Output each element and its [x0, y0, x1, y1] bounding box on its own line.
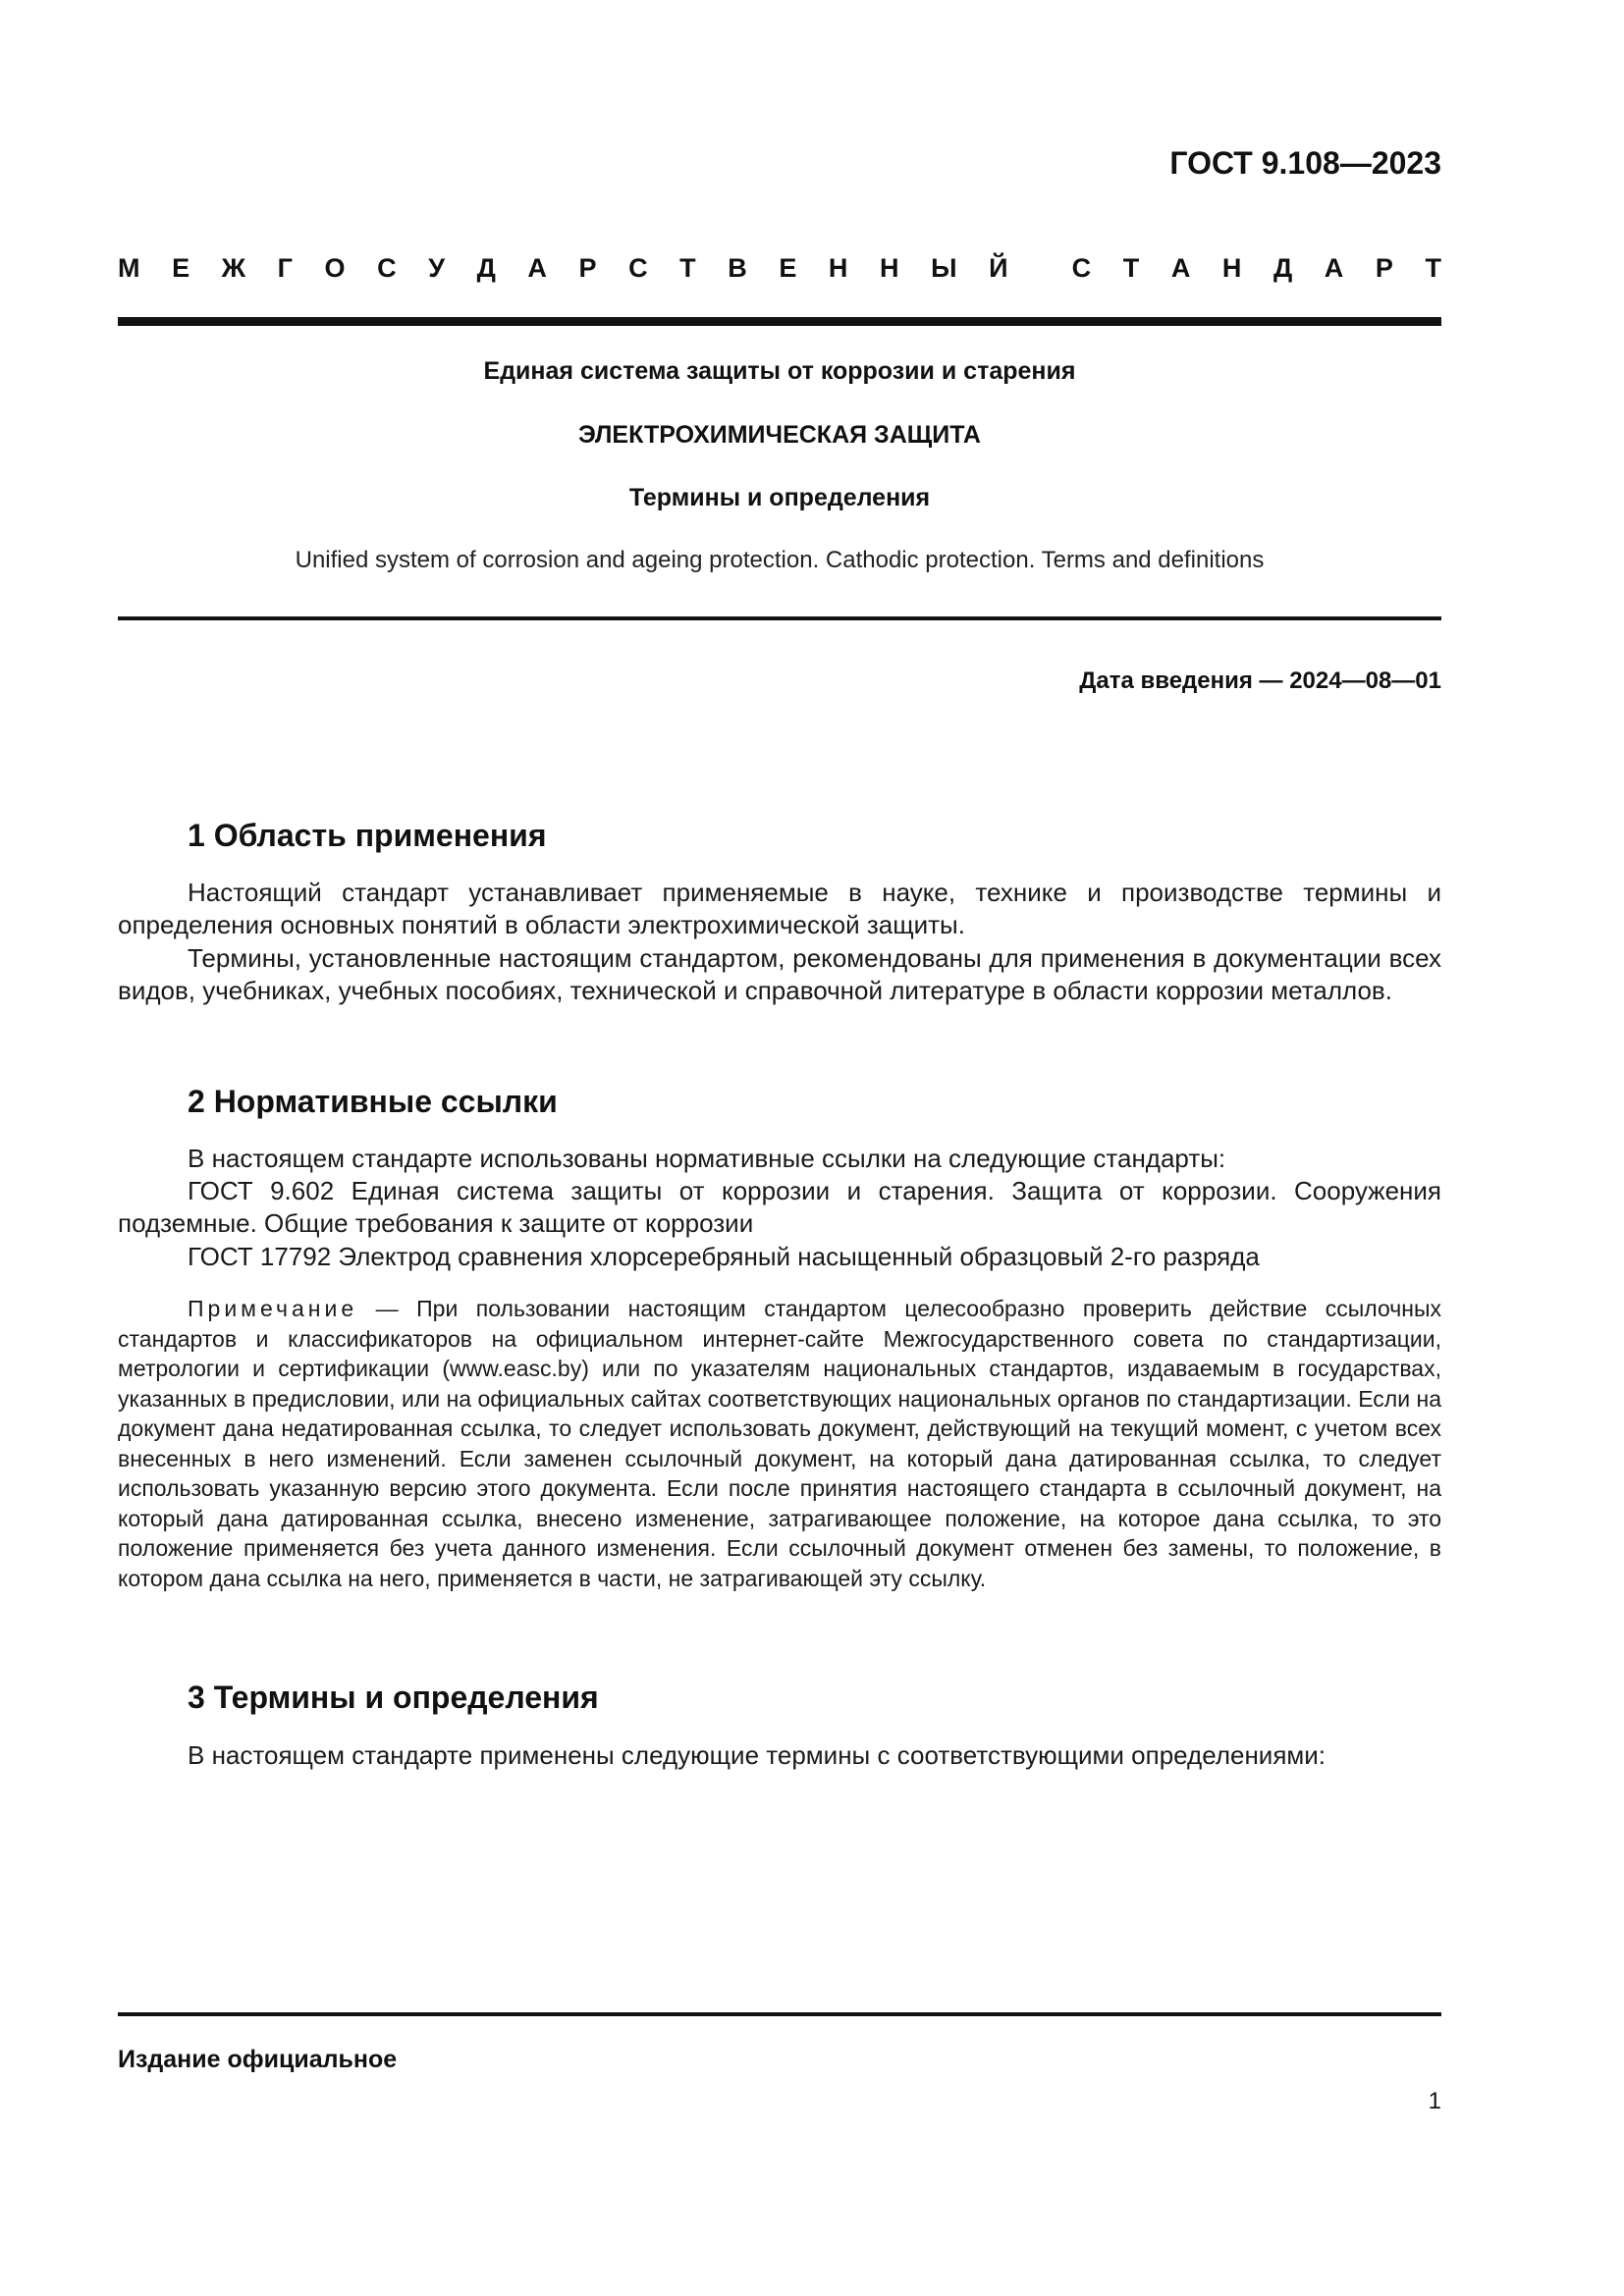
section-2-paragraph-1: В настоящем стандарте использованы нормативные ссылки на следующие стандарты: [188, 1144, 1226, 1173]
banner-letter: С [628, 253, 648, 283]
title-divider-rule [118, 616, 1441, 620]
banner-letter: Д [476, 253, 496, 283]
banner-letter: Д [1272, 253, 1293, 283]
section-3-paragraph-1: В настоящем стандарте применены следующие термины с соответствующими определениями: [188, 1740, 1326, 1770]
banner-letter: В [728, 253, 747, 283]
series-title: Единая система защиты от коррозии и старения [483, 357, 1076, 385]
section-3-heading: 3 Термины и определения [188, 1680, 599, 1715]
banner-letter: О [324, 253, 346, 283]
banner-letter: Й [989, 253, 1008, 283]
banner-letter: Т [679, 253, 696, 283]
document-title: ЭЛЕКТРОХИМИЧЕСКАЯ ЗАЩИТА [578, 421, 981, 449]
page-number: 1 [1428, 2088, 1441, 2114]
banner-letter: А [1324, 253, 1344, 283]
section-2-reference-gost-17792: ГОСТ 17792 Электрод сравнения хлорсеребряный насыщенный образцовый 2-го разряда [188, 1242, 1260, 1271]
banner-letter: Н [828, 253, 848, 283]
header-thick-rule [118, 317, 1441, 326]
introduction-date: Дата введения — 2024—08—01 [1079, 667, 1441, 694]
banner-letter: Т [1122, 253, 1140, 283]
banner-letter: Ж [221, 253, 246, 283]
note-text: — При пользовании настоящим стандартом целесообразно проверить действие ссылочных стандартов и классификаторов на официальном интернет-сайте Межгосударственного совета по стандартизации, метрологии и сертификации (www.easc.by) или по указателям национальных стандартов, издаваемым в государствах, указанных в предисловии, или на официальных сайтах соответствующих национальных органов по стандартизации. Если на документ дана недатированная ссылка, то следует использовать документ, действующий на текущий момент, с учетом всех внесенных в него изменений. Если заменен ссылочный документ, на который дана датированная ссылка, то следует использовать указанную версию этого документа. Если после принятия настоящего стандарта в ссылочный документ, на который дана датированная ссылка, внесено изменение, затрагивающее положение, на которое дана ссылка, то это положение применяется без учета данного изменения. Если ссылочный документ отменен без замены, то положение, в котором дана ссылка на него, применяется в части, не затрагивающей эту ссылку. [118, 1296, 1441, 1591]
section-1-heading: 1 Область применения [188, 818, 547, 853]
banner-letter: Н [880, 253, 899, 283]
document-number: ГОСТ 9.108—2023 [1169, 145, 1441, 181]
footer-rule [118, 2012, 1441, 2016]
note-label: Примечание [188, 1296, 358, 1321]
banner-letter: Е [779, 253, 797, 283]
banner-letter: С [377, 253, 397, 283]
document-subtitle: Термины и определения [628, 484, 931, 511]
banner-letter: Р [578, 253, 597, 283]
banner-letter: У [428, 253, 446, 283]
banner-letter: Г [277, 253, 293, 283]
banner-letter: Т [1425, 253, 1441, 283]
section-1-paragraph-1: Настоящий стандарт устанавливает применяемые в науке, технике и производстве термины и определения основных понятий в области электрохимической защиты. [118, 878, 1441, 939]
banner-letter: Н [1221, 253, 1242, 283]
section-1-paragraph-2: Термины, установленные настоящим стандартом, рекомендованы для применения в документации всех видов, учебниках, учебных пособиях, технической и справочной литературе в области коррозии металлов. [118, 943, 1441, 1005]
section-2-heading: 2 Нормативные ссылки [188, 1084, 558, 1119]
banner-letter: А [1170, 253, 1191, 283]
english-title: Unified system of corrosion and ageing protection. Cathodic protection. Terms and definitions [295, 547, 1265, 573]
banner-letter: А [527, 253, 547, 283]
section-2-reference-gost-9602: ГОСТ 9.602 Единая система защиты от коррозии и старения. Защита от коррозии. Сооружения подземные. Общие требования к защите от коррозии [118, 1176, 1441, 1238]
section-2-note [118, 1294, 1441, 1593]
interstate-standard-banner [118, 253, 1441, 284]
banner-letter: М [118, 253, 140, 283]
banner-letter: Ы [931, 253, 957, 283]
official-edition-label: Издание официальное [118, 2046, 398, 2073]
banner-letter: Р [1375, 253, 1393, 283]
banner-letter: С [1071, 253, 1092, 283]
banner-letter: Е [172, 253, 190, 283]
